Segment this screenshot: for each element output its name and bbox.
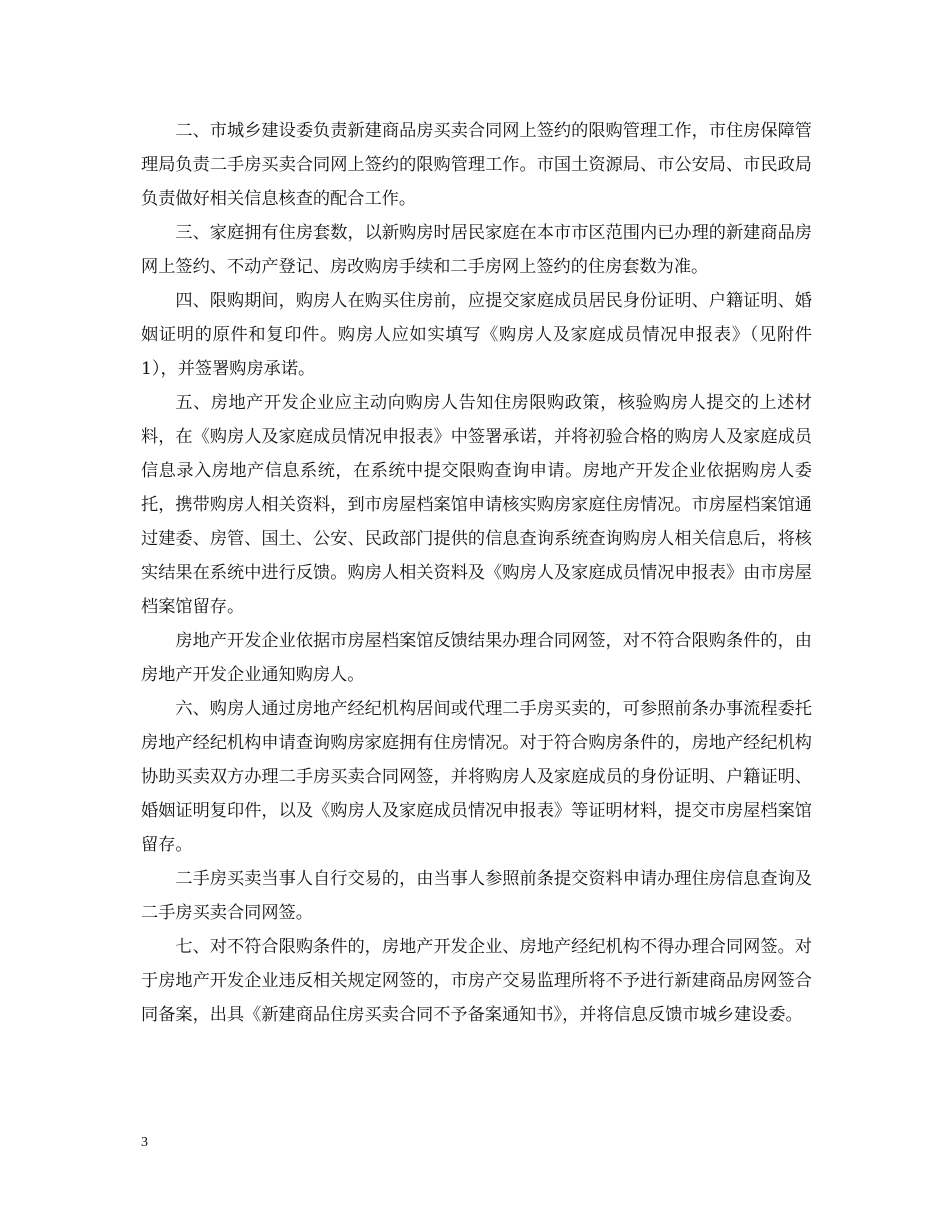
page-number: 3 xyxy=(141,1135,148,1150)
paragraph-3: 三、家庭拥有住房套数，以新购房时居民家庭在本市市区范围内已办理的新建商品房网上签约、不动产登记、房改购房手续和二手房网上签约的住房套数为准。 xyxy=(141,223,812,277)
paragraph-5-continued: 房地产开发企业依据市房屋档案馆反馈结果办理合同网签，对不符合限购条件的，由房地产开发企业通知购房人。 xyxy=(141,631,812,685)
paragraph-6-continued: 二手房买卖当事人自行交易的，由当事人参照前条提交资料申请办理住房信息查询及二手房买卖合同网签。 xyxy=(141,869,812,923)
paragraph-5: 五、房地产开发企业应主动向购房人告知住房限购政策，核验购房人提交的上述材料，在《购房人及家庭成员情况申报表》中签署承诺，并将初验合格的购房人及家庭成员信息录入房地产信息系统，在系统中提交限购查询申请。房地产开发企业依据购房人委托，携带购房人相关资料，到市房屋档案馆申请核实购房家庭住房情况。市房屋档案馆通过建委、房管、国土、公安、民政部门提供的信息查询系统查询购房人相关信息后，将核实结果在系统中进行反馈。购房人相关资料及《购房人及家庭成员情况申报表》由市房屋档案馆留存。 xyxy=(141,393,812,617)
document-body xyxy=(141,114,812,1032)
paragraph-4: 四、限购期间，购房人在购买住房前，应提交家庭成员居民身份证明、户籍证明、婚姻证明的原件和复印件。购房人应如实填写《购房人及家庭成员情况申报表》（见附件1），并签署购房承诺。 xyxy=(141,291,812,379)
paragraph-2: 二、市城乡建设委负责新建商品房买卖合同网上签约的限购管理工作，市住房保障管理局负责二手房买卖合同网上签约的限购管理工作。市国土资源局、市公安局、市民政局负责做好相关信息核查的配合工作。 xyxy=(141,121,812,209)
paragraph-7: 七、对不符合限购条件的，房地产开发企业、房地产经纪机构不得办理合同网签。对于房地产开发企业违反相关规定网签的，市房产交易监理所将不予进行新建商品房网签合同备案，出具《新建商品住房买卖合同不予备案通知书》，并将信息反馈市城乡建设委。 xyxy=(141,937,812,1025)
paragraph-6: 六、购房人通过房地产经纪机构居间或代理二手房买卖的，可参照前条办事流程委托房地产经纪机构申请查询购房家庭拥有住房情况。对于符合购房条件的，房地产经纪机构协助买卖双方办理二手房买卖合同网签，并将购房人及家庭成员的身份证明、户籍证明、婚姻证明复印件，以及《购房人及家庭成员情况申报表》等证明材料，提交市房屋档案馆留存。 xyxy=(141,699,812,855)
